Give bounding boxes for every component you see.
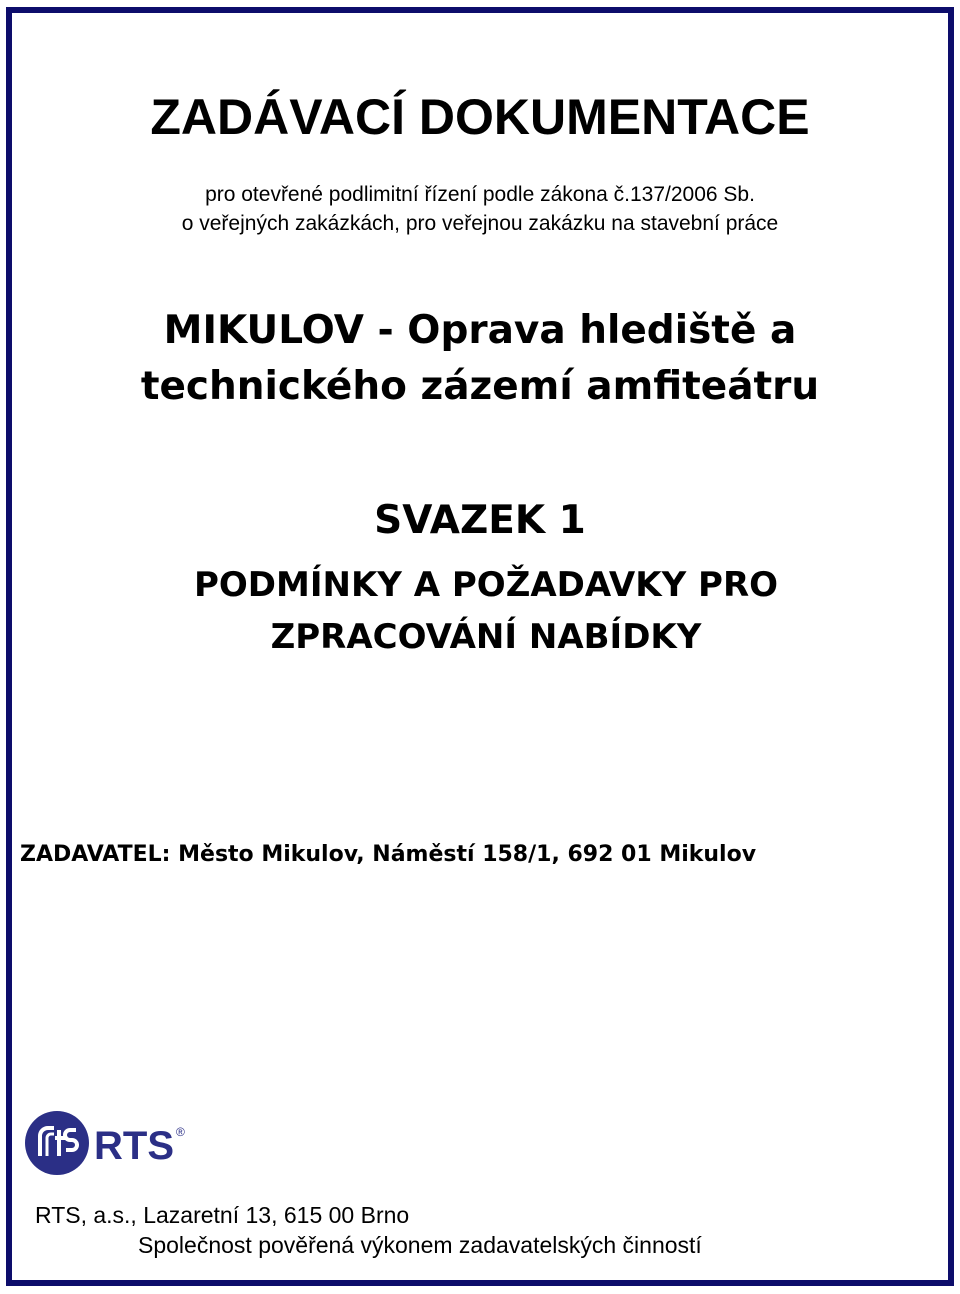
footer-address: RTS, a.s., Lazaretní 13, 615 00 Brno [35, 1202, 410, 1228]
footer-role: Společnost pověřená výkonem zadavatelských činností [138, 1232, 702, 1258]
rts-logo [24, 1108, 190, 1178]
document-title: ZADÁVACÍ DOKUMENTACE [150, 89, 810, 145]
subtitle-line-2: o veřejných zakázkách, pro veřejnou zakázku na stavební práce [181, 212, 779, 235]
logo-text: RTS [94, 1124, 174, 1168]
project-name-line-1: MIKULOV - Oprava hlediště a [163, 308, 797, 353]
subtitle-line-1: pro otevřené podlimitní řízení podle zákona č.137/2006 Sb. [205, 183, 755, 206]
volume-label: SVAZEK 1 [374, 498, 586, 543]
contracting-authority: ZADAVATEL: Město Mikulov, Náměstí 158/1, 692 01 Mikulov [20, 842, 757, 867]
project-name-line-2: technického zázemí amfiteátru [140, 364, 820, 409]
volume-section-line-1: PODMÍNKY A POŽADAVKY PRO [193, 565, 779, 605]
logo-registered-mark: ® [176, 1125, 185, 1139]
volume-section-line-2: ZPRACOVÁNÍ NABÍDKY [270, 617, 702, 657]
